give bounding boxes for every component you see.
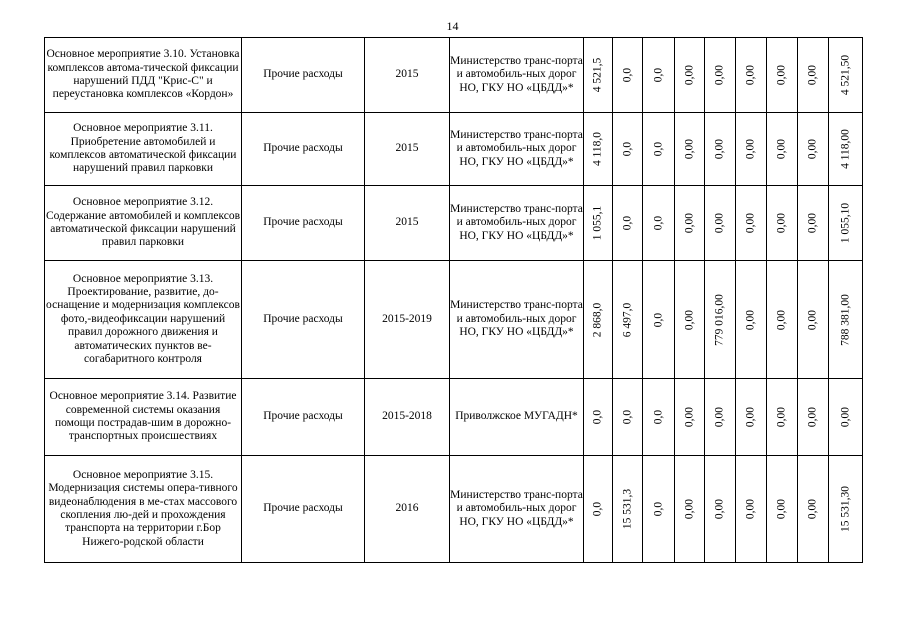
amount-cell <box>643 113 675 186</box>
amount-cell <box>705 38 736 113</box>
amount-value: 4 118,0 <box>591 131 604 167</box>
expense-type: Прочие расходы <box>242 379 365 456</box>
amount-value: 0,0 <box>591 409 604 425</box>
table-row <box>45 186 863 261</box>
amount-cell <box>613 186 643 261</box>
amount-cell <box>705 261 736 379</box>
amount-cell <box>798 186 829 261</box>
amount-cell <box>705 113 736 186</box>
amount-cell <box>767 38 798 113</box>
amount-value: 0,00 <box>744 212 757 234</box>
amount-cell <box>613 38 643 113</box>
amount-value: 0,00 <box>682 498 695 520</box>
amount-value: 4 521,5 <box>591 57 604 93</box>
amount-cell <box>798 456 829 563</box>
amount-value: 0,00 <box>775 138 788 160</box>
table-row <box>45 261 863 379</box>
amount-value: 0,00 <box>806 138 819 160</box>
amount-value: 0,00 <box>775 309 788 330</box>
amount-value: 0,00 <box>713 406 726 428</box>
amount-cell <box>767 456 798 563</box>
amount-value: 0,00 <box>713 212 726 234</box>
amount-cell <box>675 113 705 186</box>
table-row <box>45 113 863 186</box>
amount-value: 6 497,0 <box>620 302 633 337</box>
table-row <box>45 38 863 113</box>
amount-cell <box>643 186 675 261</box>
period: 2015-2019 <box>365 261 450 379</box>
amount-value: 0,00 <box>806 64 819 86</box>
amount-value: 788 381,00 <box>838 293 851 346</box>
amount-cell <box>798 38 829 113</box>
measure-description: Основное мероприятие 3.10. Установка комплексов автома-тической фиксации нарушений ПДД "Крис-С" и переустановка комплексов «Кордон» <box>45 38 242 113</box>
period: 2015-2018 <box>365 379 450 456</box>
expense-type: Прочие расходы <box>242 38 365 113</box>
amount-value: 0,00 <box>838 406 851 428</box>
amount-cell <box>675 379 705 456</box>
amount-value: 0,0 <box>651 215 664 231</box>
executor: Министерство транс-порта и автомобиль-ных дорог НО, ГКУ НО «ЦБДД»* <box>450 113 584 186</box>
amount-cell <box>584 379 613 456</box>
amount-value: 0,00 <box>682 309 695 330</box>
measure-description: Основное мероприятие 3.13. Проектирование, развитие, до-оснащение и модернизация комплексов фото,-видеофиксации нарушений правил дорожного движения и автоматических пунктов ве-согабаритного контроля <box>45 261 242 379</box>
amount-cell <box>705 456 736 563</box>
executor: Министерство транс-порта и автомобиль-ных дорог НО, ГКУ НО «ЦБДД»* <box>450 38 584 113</box>
amount-value: 0,00 <box>775 406 788 428</box>
amount-value: 0,00 <box>744 138 757 160</box>
amount-cell <box>613 261 643 379</box>
period: 2015 <box>365 186 450 261</box>
amount-value: 4 118,00 <box>838 129 851 169</box>
measure-description: Основное мероприятие 3.15. Модернизация системы опера-тивного видеонаблюдения в ме-стах массового скопления лю-дей и прохождения транспорта на территории г.Бор Нижего-родской области <box>45 456 242 563</box>
amount-value: 0,00 <box>682 212 695 234</box>
amount-value: 0,0 <box>651 141 664 157</box>
amount-cell <box>584 456 613 563</box>
amount-cell <box>643 456 675 563</box>
amount-value: 0,00 <box>806 406 819 428</box>
amount-cell <box>736 38 767 113</box>
page-number: 14 <box>446 19 459 33</box>
amount-cell <box>705 186 736 261</box>
amount-value: 0,0 <box>620 67 633 83</box>
amount-value: 0,00 <box>682 138 695 160</box>
amount-value: 0,00 <box>775 212 788 234</box>
amount-cell <box>643 38 675 113</box>
amount-cell <box>613 379 643 456</box>
amount-value: 0,00 <box>744 309 757 330</box>
amount-value: 0,00 <box>682 406 695 428</box>
amount-value: 0,00 <box>806 309 819 330</box>
amount-value: 0,00 <box>744 64 757 86</box>
amount-value: 0,00 <box>682 64 695 86</box>
amount-cell <box>584 113 613 186</box>
amount-cell <box>829 113 863 186</box>
amount-value: 0,00 <box>806 212 819 234</box>
table-row <box>45 379 863 456</box>
amount-cell <box>829 38 863 113</box>
amount-value: 0,00 <box>713 138 726 160</box>
amount-value: 15 531,3 <box>620 488 633 530</box>
amount-cell <box>675 186 705 261</box>
amount-cell <box>736 379 767 456</box>
amount-value: 1 055,10 <box>838 202 851 244</box>
amount-value: 0,00 <box>713 498 726 520</box>
table-body <box>45 38 863 563</box>
amount-cell <box>829 261 863 379</box>
expense-type: Прочие расходы <box>242 261 365 379</box>
amount-value: 0,00 <box>775 64 788 86</box>
amount-cell <box>584 261 613 379</box>
amount-cell <box>767 379 798 456</box>
executor: Министерство транс-порта и автомобиль-ных дорог НО, ГКУ НО «ЦБДД»* <box>450 456 584 563</box>
amount-value: 0,00 <box>744 406 757 428</box>
amount-value: 4 521,50 <box>838 54 851 96</box>
executor: Приволжское МУГАДН* <box>450 379 584 456</box>
amount-value: 0,0 <box>651 409 664 425</box>
measure-description: Основное мероприятие 3.14. Развитие современной системы оказания помощи пострадав-шим в дорожно-транспортных происшествиях <box>45 379 242 456</box>
amount-value: 0,0 <box>591 501 604 517</box>
expense-type: Прочие расходы <box>242 113 365 186</box>
amount-value: 0,00 <box>713 64 726 86</box>
amount-cell <box>643 379 675 456</box>
amount-value: 2 868,0 <box>591 302 604 337</box>
amount-value: 0,0 <box>651 312 664 327</box>
amount-cell <box>613 456 643 563</box>
amount-value: 0,0 <box>620 215 633 231</box>
amount-cell <box>767 186 798 261</box>
amount-cell <box>584 38 613 113</box>
period: 2015 <box>365 38 450 113</box>
amount-cell <box>736 261 767 379</box>
amount-cell <box>798 113 829 186</box>
executor: Министерство транс-порта и автомобиль-ных дорог НО, ГКУ НО «ЦБДД»* <box>450 261 584 379</box>
amount-cell <box>736 456 767 563</box>
amount-cell <box>767 113 798 186</box>
amount-cell <box>767 261 798 379</box>
amount-value: 0,0 <box>620 409 633 425</box>
amount-value: 15 531,30 <box>838 486 851 532</box>
amount-cell <box>798 379 829 456</box>
amount-cell <box>643 261 675 379</box>
period: 2015 <box>365 113 450 186</box>
measure-description: Основное мероприятие 3.12. Содержание автомобилей и комплексов автоматической фиксации нарушений правил парковки <box>45 186 242 261</box>
amount-value: 0,00 <box>806 498 819 520</box>
amount-cell <box>736 186 767 261</box>
period: 2016 <box>365 456 450 563</box>
expense-type: Прочие расходы <box>242 186 365 261</box>
amount-value: 779 016,00 <box>713 293 726 346</box>
amount-value: 0,00 <box>744 498 757 520</box>
amount-cell <box>736 113 767 186</box>
measure-description: Основное мероприятие 3.11. Приобретение автомобилей и комплексов автоматической фиксации нарушений правил парковки <box>45 113 242 186</box>
amount-cell <box>613 113 643 186</box>
amount-value: 0,0 <box>651 501 664 517</box>
measures-table <box>44 37 863 563</box>
amount-cell <box>798 261 829 379</box>
amount-cell <box>829 379 863 456</box>
amount-cell <box>829 456 863 563</box>
amount-value: 0,0 <box>651 67 664 83</box>
expense-type: Прочие расходы <box>242 456 365 563</box>
amount-value: 1 055,1 <box>591 205 604 241</box>
amount-cell <box>829 186 863 261</box>
amount-value: 0,0 <box>620 141 633 157</box>
amount-value: 0,00 <box>775 498 788 520</box>
amount-cell <box>705 379 736 456</box>
table-row <box>45 456 863 563</box>
amount-cell <box>584 186 613 261</box>
amount-cell <box>675 456 705 563</box>
amount-cell <box>675 261 705 379</box>
executor: Министерство транс-порта и автомобиль-ных дорог НО, ГКУ НО «ЦБДД»* <box>450 186 584 261</box>
amount-cell <box>675 38 705 113</box>
